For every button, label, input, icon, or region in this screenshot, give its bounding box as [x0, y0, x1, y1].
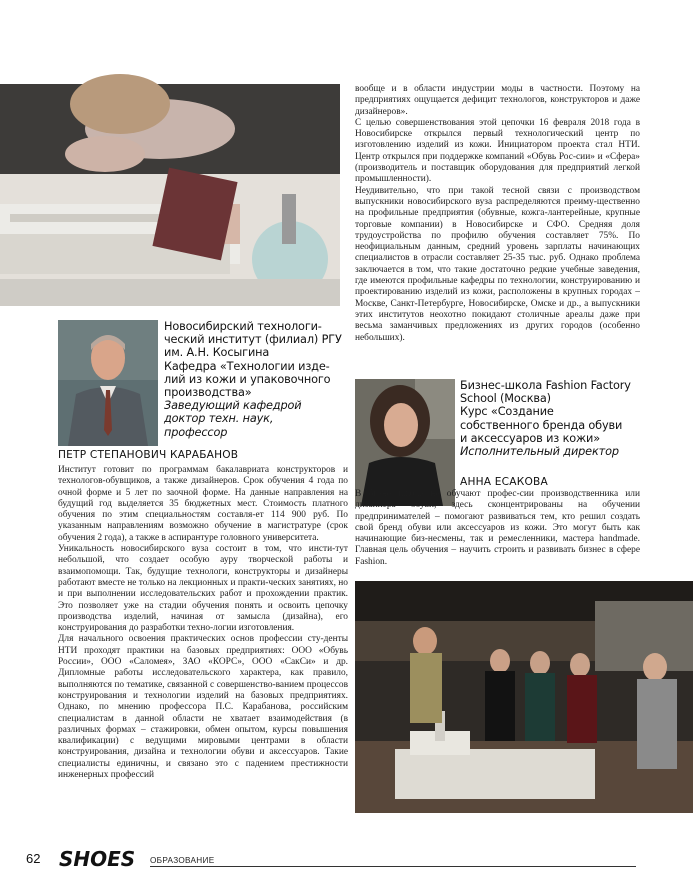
section-label: ОБРАЗОВАНИЕ: [150, 856, 215, 865]
right-profile-heading: [460, 379, 660, 458]
role-line: доктор техн. наук,: [164, 412, 274, 426]
department-line: производства»: [164, 386, 252, 400]
left-article-column: [58, 465, 348, 781]
article-paragraph: Неудивительно, что при такой тесной связи с производством выпускники новосибирского вуза распределяются преиму-щественно на профильные предприятия (обувные, кожга-лантерейные, крупные торговые компании) в Новосибирске и СФО. Средняя доля трудоустройства по профилю обучения составляет 75%. По неофициальным данным, средний уровень зарплаты начинающих специалистов в отрасли составляет 25-35 тыс. руб. Однако проблема заключается в том, что такие достаточно редкие учебные заведения, где имеются профильные кафедры по технологии, конструированию и проектированию изделий из кожи, расположены в крупных городах – Москве, Санкт-Петербурге, Новосибирске, Омске и др., а выпускники этих институтов неохотно покидают столичные ареалы даже при весьма заманчивых предложениях из других городов (особенно небольших).: [355, 185, 640, 343]
left-profile-heading: [164, 320, 354, 439]
department-line: лий из кожи и упаковочного: [164, 372, 331, 386]
school-line: School (Москва): [460, 392, 551, 406]
karabanov-portrait: [58, 320, 158, 446]
right-profile-name: [460, 476, 660, 489]
article-paragraph: Для начального освоения практических основ профессии сту-денты НТИ проходят практики на базовых предприятиях: ООО «Обувь России», ООО «Саломея», ЗАО «КОРС», ООО «СакСи» и др. Дипломные работы исследовательского характера, как правило, выполняются по тематике, связанной с совершенство-ванием процессов конструирования и технологии изделий на базовых предприятиях. Однако, по мнению профессора П.С. Карабанова, российским специалистам в данной области не хватает взаимодействия (в различных формах – стажировки, обмен опытом, курсы повышения квалификации) с ведущими мировыми центрами в области конструирования, дизайна и технологии обуви и аксессуаров. Такие специалисты единичны, и связано это с падением престижности инженерных профессий: [58, 634, 348, 781]
institution-line: ческий институт (филиал) РГУ: [164, 333, 342, 347]
left-profile-name: [58, 449, 348, 462]
shoes-logo-text: SHOES: [59, 847, 136, 871]
role-line: Заведующий кафедрой: [164, 399, 302, 413]
shoes-logo: [57, 845, 136, 871]
article-paragraph: Уникальность новосибирского вуза состоит в том, что инсти-тут небольшой, что создает особую ауру творческой работы и взаимопомощи. Так, будущие технологи, конструкторы и дизайнеры работают вместе не только на лекционных и практи-ческих занятиях, но и при выполнении исследовательских работ и прохождении практик. Это позволяет уже на стадии обучения понять и освоить цепочку производства изделий, начиная от замысла (дизайна), его конструирования до разработки техно-логии изготовления.: [58, 544, 348, 634]
article-paragraph: Институт готовит по программам бакалавриата конструкторов и технологов-обувщиков, а также дизайнеров. Срок обучения 4 года по очной форме и 5 лет по заочной форме. На данные направления на будущий год выделяется 35 бюджетных мест. Стоимость платного обучения по этим специальностям составля-ет 114 900 руб. По указанным направлениям возможно обучение в магистратуре (срок обучения 2 года), а также в аспирантуре головного университета.: [58, 465, 348, 543]
page-number: 62: [26, 851, 41, 866]
footer-divider: [150, 866, 636, 867]
right-business-school-text: [355, 489, 640, 568]
role-line: профессор: [164, 425, 228, 439]
institution-line: Новосибирский технологи-: [164, 320, 322, 333]
article-paragraph: С целью совершенствования этой цепочки 16 февраля 2018 года в Новосибирске открылся первый технологический центр по изготовлению изделий из кожи. Инициатором проекта стал НТИ. Центр открылся при поддержке компаний «Обувь Рос-сии» и «Сфера» (производитель и поставщик оборудования для предприятий легкой промышленности).: [355, 117, 640, 185]
course-line: Курс «Создание: [460, 405, 554, 419]
esakova-portrait: [355, 379, 455, 506]
workshop-photo: [0, 84, 340, 306]
person-name: АННА ЕСАКОВА: [460, 476, 548, 488]
course-line: и аксессуаров из кожи»: [460, 431, 601, 445]
role-line: Исполнительный директор: [460, 445, 619, 459]
course-line: собственного бренда обуви: [460, 418, 623, 432]
department-line: Кафедра «Технологии изде-: [164, 359, 330, 373]
person-name: ПЕТР СТЕПАНОВИЧ КАРАБАНОВ: [58, 449, 239, 461]
school-line: Бизнес-школа Fashion Factory: [460, 379, 631, 392]
institution-line: им. А.Н. Косыгина: [164, 346, 270, 360]
right-article-column: [355, 84, 640, 344]
classroom-photo: [355, 581, 693, 813]
article-paragraph: В бизнес-школе не обучают профес-сии производственника или дизайнера обуви, здесь сконцентрированы на обучении предпринимателей – помогают развиваться тем, кто решил создать свой бренд обуви или аксессуаров из кожи. Это могут быть как начинающие биз-несмены, так и ремесленники, мастера handmade. Главная цель обучения – научить строить и развивать бизнес в сфере Fashion.: [355, 489, 640, 567]
article-paragraph: вообще и в области индустрии моды в частности. Поэтому на предприятиях ощущается дефицит технологов, конструкторов и даже дизайнеров».: [355, 84, 640, 117]
